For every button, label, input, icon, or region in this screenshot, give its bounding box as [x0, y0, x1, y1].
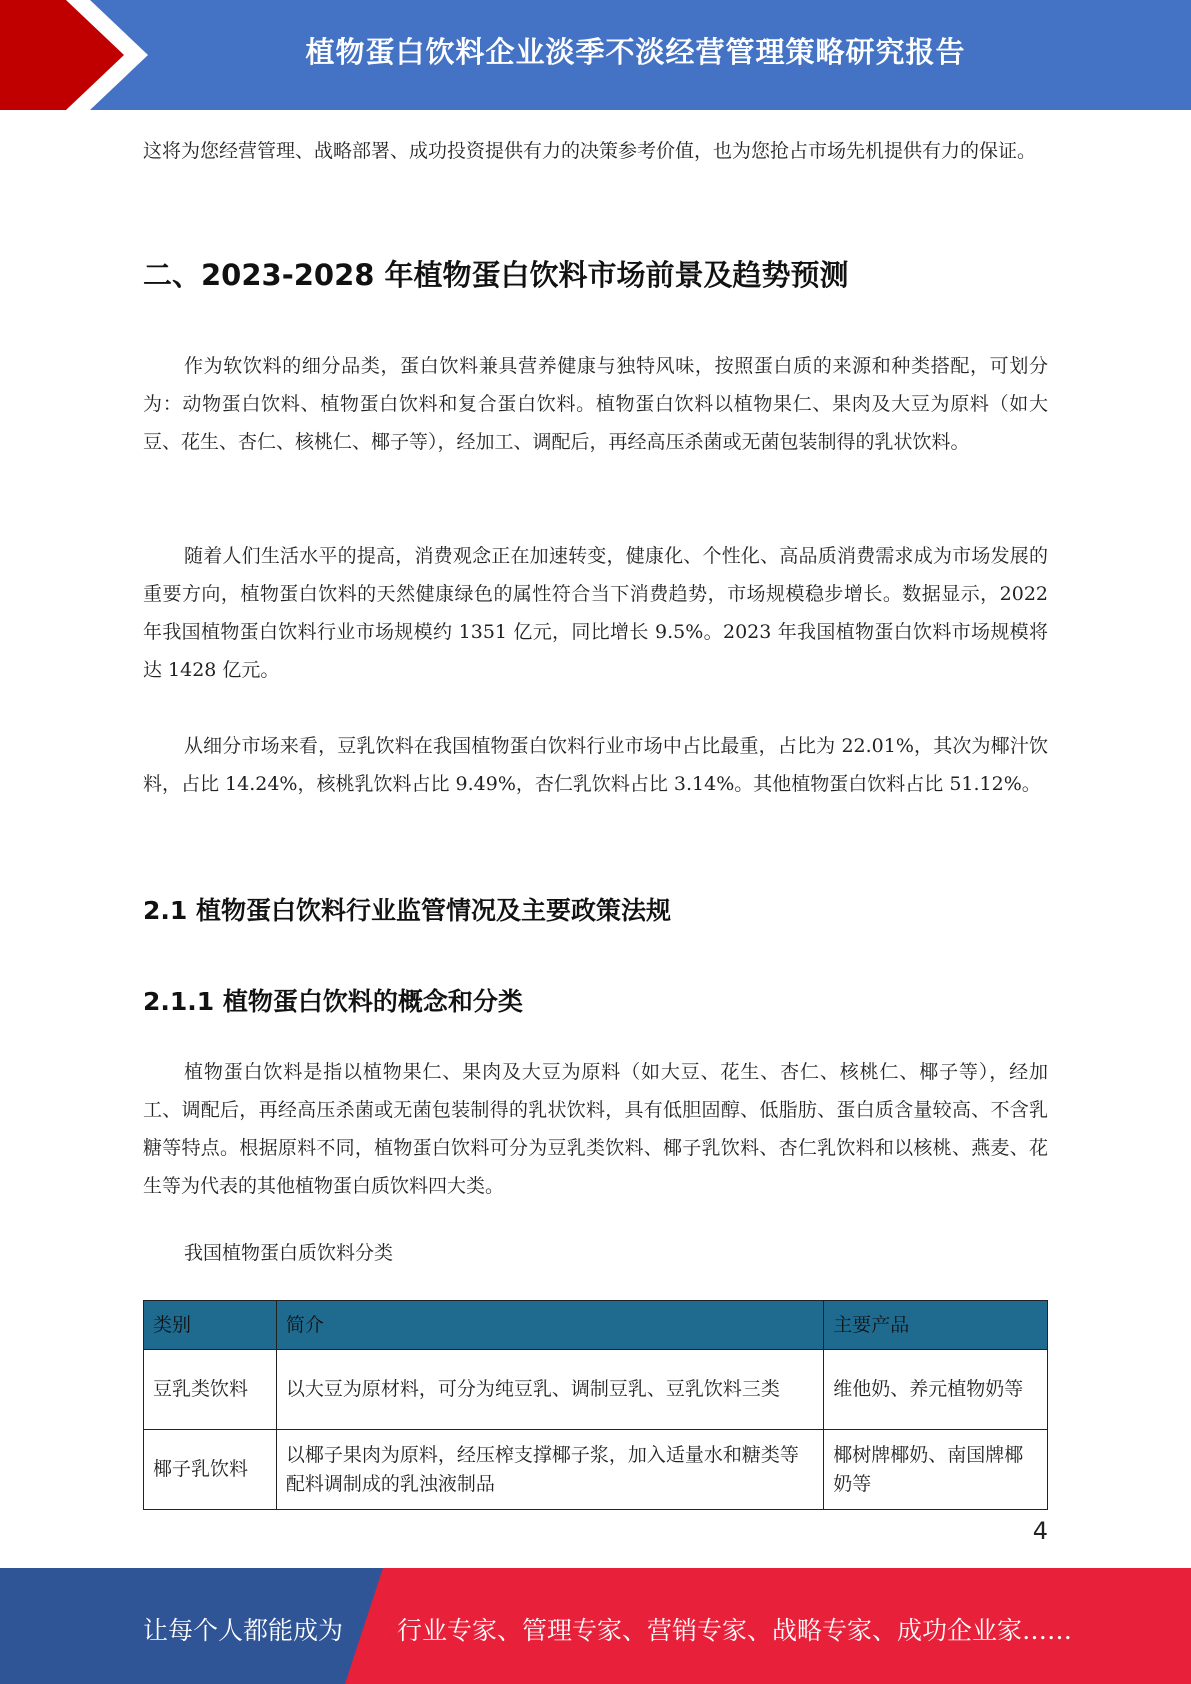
subsection-heading: 2.1 植物蛋白饮料行业监管情况及主要政策法规 [143, 896, 671, 925]
table-cell: 以大豆为原材料，可分为纯豆乳、调制豆乳、豆乳饮料三类 [276, 1350, 823, 1430]
table-cell: 椰树牌椰奶、南国牌椰奶等 [824, 1430, 1048, 1510]
report-title: 植物蛋白饮料企业淡季不淡经营管理策略研究报告 [305, 34, 966, 69]
footer-tagline: 行业专家、管理专家、营销专家、战略专家、成功企业家…… [397, 1616, 1073, 1645]
table-header-cell: 类别 [144, 1301, 277, 1350]
table-row [144, 1430, 1048, 1510]
paragraph: 随着人们生活水平的提高，消费观念正在加速转变，健康化、个性化、高品质消费需求成为市场发展的重要方向，植物蛋白饮料的天然健康绿色的属性符合当下消费趋势，市场规模稳步增长。数据显示，2022 年我国植物蛋白饮料行业市场规模约 1351 亿元，同比增长 9.5%。2023 年我国植物蛋白饮料市场规模将达 1428 亿元。 [143, 545, 1048, 681]
page-header [0, 0, 1191, 110]
header-arrow-icon [0, 0, 160, 110]
section-heading: 二、2023-2028 年植物蛋白饮料市场前景及趋势预测 [143, 258, 849, 292]
classification-table [143, 1300, 1048, 1510]
table-header-cell: 主要产品 [824, 1301, 1048, 1350]
table-row [144, 1350, 1048, 1430]
table-header-row [144, 1301, 1048, 1350]
paragraph: 植物蛋白饮料是指以植物果仁、果肉及大豆为原料（如大豆、花生、杏仁、核桃仁、椰子等），经加工、调配后，再经高压杀菌或无菌包装制得的乳状饮料，具有低胆固醇、低脂肪、蛋白质含量较高、不含乳糖等特点。根据原料不同，植物蛋白饮料可分为豆乳类饮料、椰子乳饮料、杏仁乳饮料和以核桃、燕麦、花生等为代表的其他植物蛋白质饮料四大类。 [143, 1061, 1048, 1197]
paragraph: 从细分市场来看，豆乳饮料在我国植物蛋白饮料行业市场中占比最重，占比为 22.01%，其次为椰汁饮料，占比 14.24%，核桃乳饮料占比 9.49%，杏仁乳饮料占比 3.14%。其他植物蛋白饮料占比 51.12%。 [143, 735, 1048, 795]
table-cell: 椰子乳饮料 [144, 1430, 277, 1510]
subsubsection-heading: 2.1.1 植物蛋白饮料的概念和分类 [143, 987, 523, 1016]
intro-paragraph: 这将为您经营管理、战略部署、成功投资提供有力的决策参考价值，也为您抢占市场先机提供有力的保证。 [143, 140, 1037, 162]
footer-slogan: 让每个人都能成为 [143, 1616, 344, 1645]
table-cell: 以椰子果肉为原料，经压榨支撑椰子浆，加入适量水和糖类等配料调制成的乳浊液制品 [276, 1430, 823, 1510]
paragraph: 作为软饮料的细分品类，蛋白饮料兼具营养健康与独特风味，按照蛋白质的来源和种类搭配，可划分为：动物蛋白饮料、植物蛋白饮料和复合蛋白饮料。植物蛋白饮料以植物果仁、果肉及大豆为原料（如大豆、花生、杏仁、核桃仁、椰子等），经加工、调配后，再经高压杀菌或无菌包装制得的乳状饮料。 [143, 355, 1048, 453]
table-caption: 我国植物蛋白质饮料分类 [184, 1242, 394, 1264]
table-cell: 豆乳类饮料 [144, 1350, 277, 1430]
table-cell: 维他奶、养元植物奶等 [824, 1350, 1048, 1430]
page-number: 4 [1032, 1517, 1048, 1545]
table-header-cell: 简介 [276, 1301, 823, 1350]
